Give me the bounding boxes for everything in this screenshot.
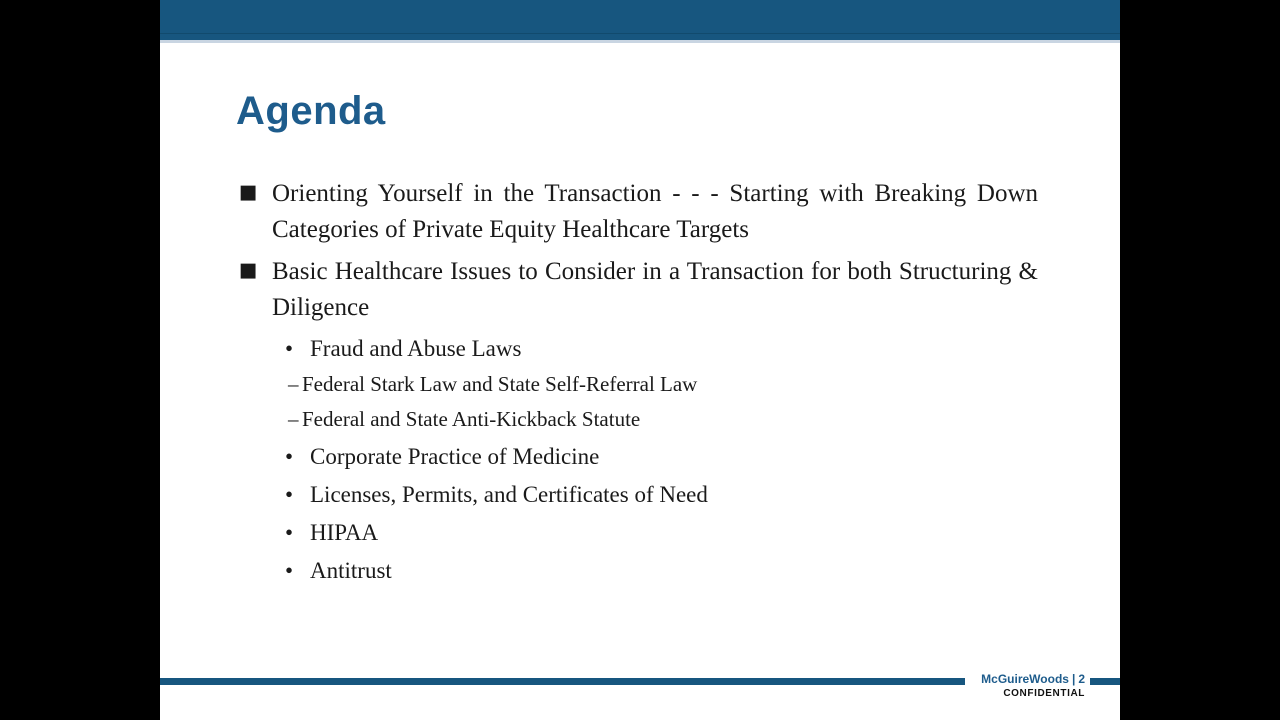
agenda-item-level2 <box>285 440 1120 474</box>
round-bullet-icon: • <box>285 520 294 545</box>
dash-bullet-icon: – <box>288 372 299 396</box>
confidential-label: CONFIDENTIAL <box>1003 688 1085 699</box>
agenda-item-text: Corporate Practice of Medicine <box>310 444 600 469</box>
presentation-slide <box>160 0 1120 720</box>
footer-rule-left <box>160 678 965 685</box>
top-bar-divider-line <box>160 33 1120 34</box>
agenda-item-level2 <box>285 332 1120 366</box>
square-bullet-icon: ▪ <box>238 252 259 287</box>
agenda-item-level1 <box>238 174 1038 248</box>
agenda-item-text: Federal and State Anti-Kickback Statute <box>302 407 641 431</box>
agenda-item-text: Federal Stark Law and State Self-Referral Law <box>302 372 698 396</box>
agenda-list <box>160 176 1120 588</box>
slide-top-bar <box>160 0 1120 40</box>
agenda-item-level2 <box>285 554 1120 588</box>
round-bullet-icon: • <box>285 444 294 469</box>
agenda-item-text: Orienting Yourself in the Transaction - - - Starting with Breaking Down Categories of Private Equity Healthcare Targets <box>272 180 1038 243</box>
top-bar-underline <box>160 40 1120 43</box>
agenda-item-level1 <box>238 252 1038 326</box>
round-bullet-icon: • <box>285 336 294 361</box>
letterbox-right <box>1120 0 1280 720</box>
round-bullet-icon: • <box>285 558 294 583</box>
agenda-item-level2 <box>285 516 1120 550</box>
footer-firm-name: McGuireWoods <box>981 672 1069 686</box>
letterbox-left <box>0 0 160 720</box>
agenda-item-text: Licenses, Permits, and Certificates of Need <box>310 482 708 507</box>
round-bullet-icon: • <box>285 482 294 507</box>
square-bullet-icon: ▪ <box>238 174 259 209</box>
agenda-item-text: Fraud and Abuse Laws <box>310 336 522 361</box>
agenda-item-level2 <box>285 478 1120 512</box>
agenda-item-text: HIPAA <box>310 520 379 545</box>
footer-separator: | <box>1071 672 1076 686</box>
agenda-item-text: Basic Healthcare Issues to Consider in a Transaction for both Structuring & Diligence <box>272 258 1038 321</box>
footer-brand <box>981 672 1085 686</box>
footer-rule-right <box>1090 678 1120 685</box>
dash-bullet-icon: – <box>288 407 299 431</box>
slide-title: Agenda <box>236 89 386 133</box>
footer-page-number: 2 <box>1078 672 1085 686</box>
agenda-item-level3 <box>288 368 1120 401</box>
agenda-item-text: Antitrust <box>310 558 392 583</box>
agenda-item-level3 <box>288 403 1120 436</box>
